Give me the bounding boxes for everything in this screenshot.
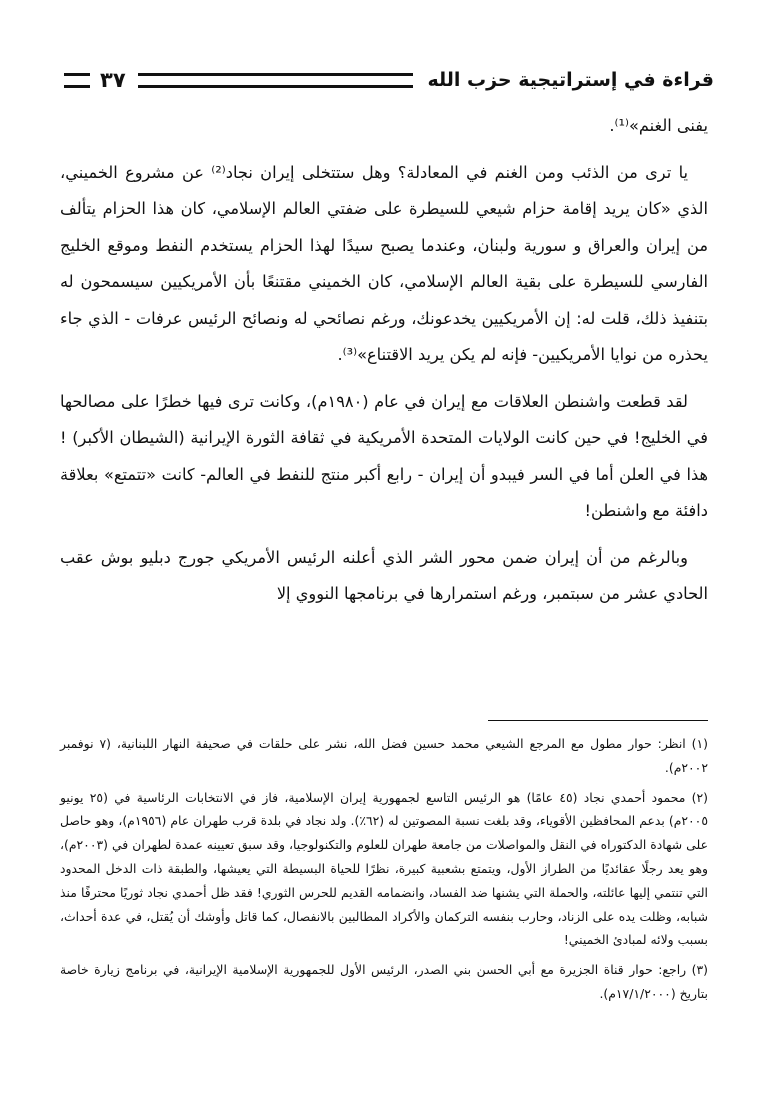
header-end-mark	[64, 73, 90, 88]
footnotes	[60, 732, 708, 1012]
header-double-rule	[138, 73, 414, 88]
footnote-1: (١) انظر: حوار مطول مع المرجع الشيعي محمد حسين فضل الله، نشر على حلقات في صحيفة النهار اللبنانية، (٧ نوفمبر ٢٠٠٢م).	[60, 736, 708, 775]
paragraph: لقد قطعت واشنطن العلاقات مع إيران في عام (١٩٨٠م)، وكانت ترى فيها خطرًا على مصالحها في الخليج! في حين كانت الولايات المتحدة الأمريكية في ثقافة الثورة الإيرانية (الشيطان الأكبر) ! هذا في العلن أما في السر فيبدو أن إيران - رابع أكبر منتج للنفط في العالم- كانت «تتمتع» بعلاقة دافئة مع واشنطن!	[60, 391, 708, 520]
page-number: ٣٧	[100, 68, 126, 92]
running-title: قراءة في إستراتيجية حزب الله	[427, 69, 714, 91]
paragraph: وبالرغم من أن إيران ضمن محور الشر الذي أعلنه الرئيس الأمريكي جورج دبليو بوش عقب الحادي عشر من سبتمبر، ورغم استمرارها في برنامجها النووي إلا	[60, 547, 708, 603]
footnote-3: (٣) راجع: حوار قناة الجزيرة مع أبي الحسن بني الصدر، الرئيس الأول للجمهورية الإسلامية الإيرانية، في برنامج زيارة خاصة بتاريخ (١٧/١/٢٠٠٠م).	[60, 962, 708, 1001]
paragraph: يا ترى من الذئب ومن الغنم في المعادلة؟ وهل ستتخلى إيران نجاد⁽²⁾ عن مشروع الخميني، الذي «كان يريد إقامة حزام شيعي للسيطرة على ضفتي العالم الإسلامي، كان هذا الحزام يتألف من إيران والعراق و سورية ولبنان، وعندما يصبح سيدًا لهذا الحزام يستخدم النفط وموقع الخليج الفارسي للسيطرة على بقية العالم الإسلامي، كان الخميني مقتنعًا بأن الأمريكيين سيسمحون له بتنفيذ ذلك، قلت له: إن الأمريكيين يخدعونك، ورغم نصائحي له ونصائح الرئيس عرفات - الذي جاء يحذره من نوايا الأمريكيين- فإنه لم يكن يريد الاقتناع»⁽³⁾.	[60, 162, 708, 364]
footnote-separator	[488, 720, 708, 721]
main-text	[60, 108, 708, 623]
page-header	[64, 62, 714, 98]
footnote-2: (٢) محمود أحمدي نجاد (٤٥ عامًا) هو الرئيس التاسع لجمهورية إيران الإسلامية، فاز في الانتخابات الرئاسية في (٢٥ يونيو ٢٠٠٥م) بدعم المحافظين الأقوياء، وقد بلغت نسبة المصوتين له (٦٢٪). ولد نجاد في بلدة قرب طهران عام (١٩٥٦م)، وهو حاصل على شهادة الدكتوراه في النقل والمواصلات من جامعة طهران للعلوم والتكنولوجيا، وقد سبق تعيينه عمدة لطهران في (٢٠٠٣م)، وهو يعد رجلًا عقائديًا من الطراز الأول، ويتمتع بشعبية كبيرة، نظرًا للحياة البسيطة التي يعيشها، والطبقة ذات الدخل المحدود التي تنتمي إليها عائلته، والحملة التي يشنها ضد الفساد، وانضمامه القديم للحرس الثوري! فقد ظل أحمدي نجاد ثوريًا محترفًا منذ شبابه، وظلت يده على الزناد، وحارب بنفسه التركمان والأكراد المطالبين بالانفصال، كما قاتل وأوشك أن يُقتل، في عدة أحداث، بسبب ولائه لمبادئ الخميني!	[60, 789, 708, 948]
paragraph-continuation: يفنى الغنم»⁽¹⁾.	[609, 116, 708, 135]
